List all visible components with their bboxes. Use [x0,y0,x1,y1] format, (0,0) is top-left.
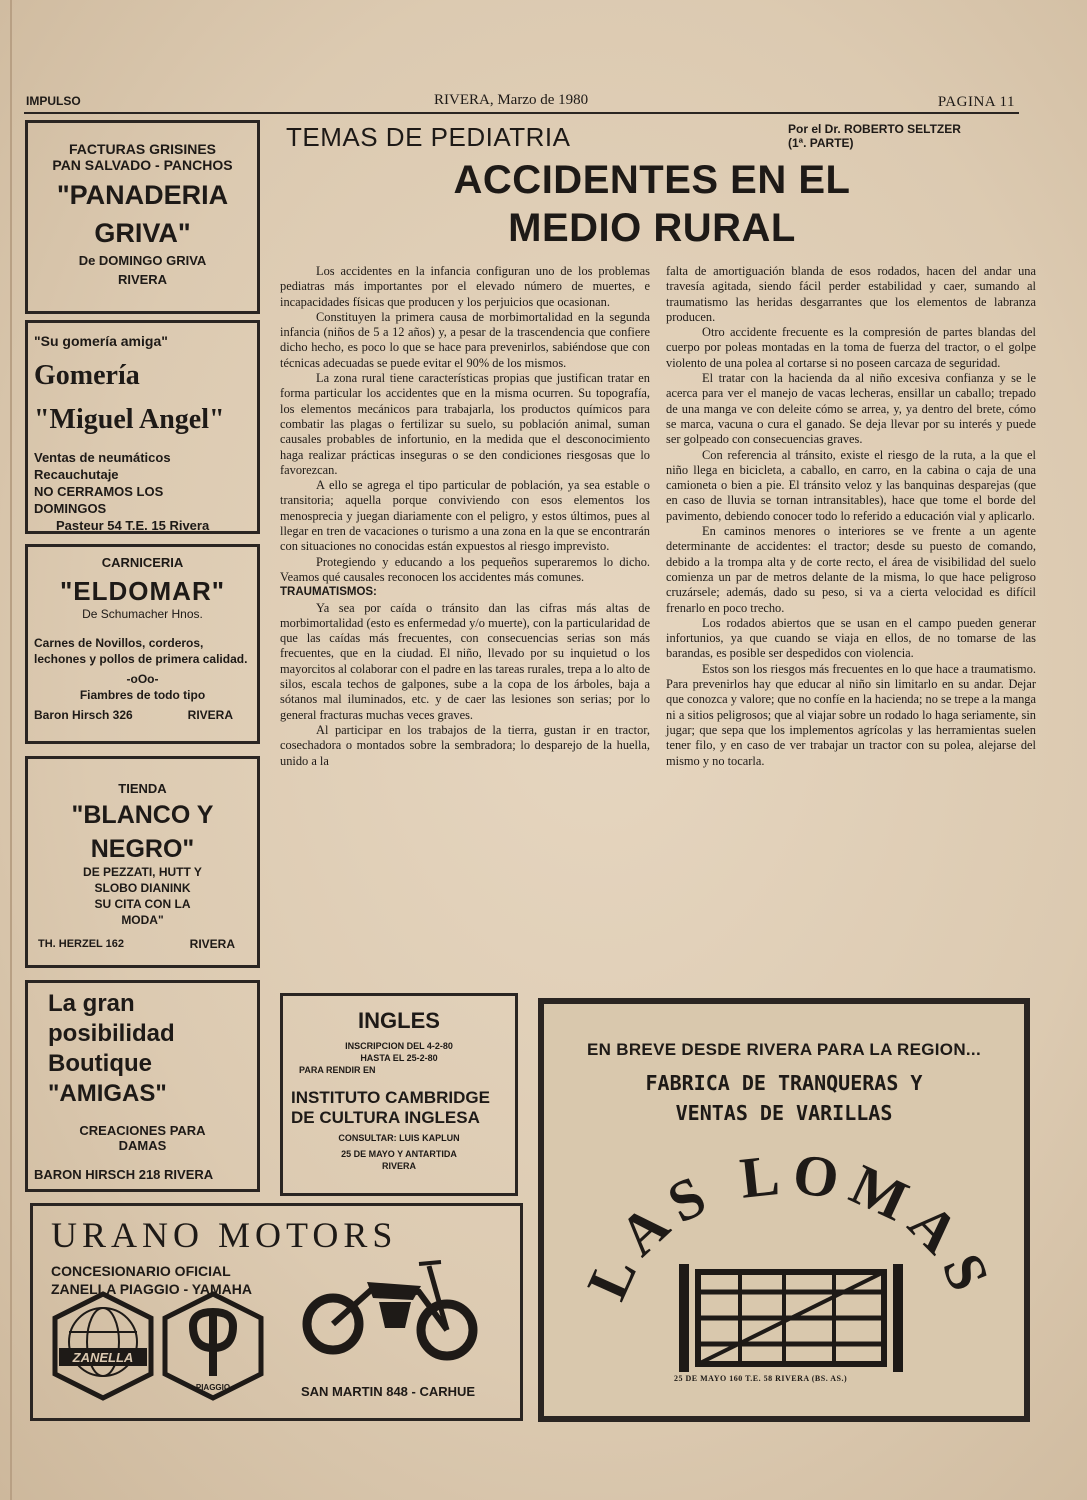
ad-title: "Miguel Angel" [34,404,225,435]
paragraph: Al participar en los trabajos de la tierra, gustan ir en tractor, cosechadora o montados sobre la sembradora; lo desparejo de la huella, unido a la [280,722,650,768]
ad-urano-motors [30,1203,523,1421]
ad-line: RIVERA [381,1161,416,1171]
ad-address: TH. HERZEL 162 [38,938,124,950]
ad-line: FACTURAS GRISINES [68,141,216,157]
ad-title: FABRICA DE TRANQUERAS Y [645,1071,923,1095]
paper-name: IMPULSO [26,94,81,108]
paragraph: Estos son los riesgos más frecuentes en lo que hace a traumatismo. Para prevenirlos hay que educar al niño sin limitarlo en su andar. Dejar que conozca y valore; que no confíe en la hacienda; no se trepe a la manga ni a sitios peligrosos; que al viajar sobre un rodado lo haga seriamente, sin jugar; que sepa que los implementos agrícolas y las herramientas suelen tener filo, y en caso de ver trabajar un tractor con su polea, alejarse del mismo y no tocarla. [666,661,1036,768]
zanella-logo-icon [55,1294,151,1398]
ad-slogan: "Su gomería amiga" [34,333,168,349]
ad-city: RIVERA [117,272,168,287]
ad-line: EN BREVE DESDE RIVERA PARA LA REGION... [587,1040,981,1059]
article-column [280,264,650,769]
ad-las-lomas [538,998,1030,1422]
ad-type: TIENDA [118,781,167,796]
ad-title: Boutique [48,1050,152,1077]
page-number: PAGINA 11 [937,94,1015,110]
ad-ingles [280,993,518,1196]
article-headline [272,156,1032,252]
ad-carniceria [25,544,260,744]
ad-line [544,1068,1024,1128]
ad-line: DE PEZZATI, HUTT Y [83,865,202,879]
ad-city: RIVERA [189,937,235,951]
piaggio-label: PIAGGIO [195,1383,231,1392]
ad-line: SLOBO DIANINK [94,881,191,895]
ad-line: Recauchutaje [34,467,119,482]
ad-address: SAN MARTIN 848 - CARHUE [301,1384,476,1399]
article-byline [788,122,961,150]
ad-title: VENTAS DE VARILLAS [675,1101,893,1125]
paragraph: El tratar con la hacienda da al niño excesiva confianza y se le acerca para ver el manejo de vacas lecheras, ensillar un caballo; trepado de una manga ve con deleite cómo se arrea, y, ya dentro del brete, cómo se marca, vacuna o cura el ganado. Se deja llevar por su interés y puede ser golpeado con consecuencias graves. [666,371,1036,447]
headline-line: ACCIDENTES EN EL [453,158,851,202]
ad-line: CONCESIONARIO OFICIAL [51,1263,231,1279]
article-body [280,264,1036,986]
ad-line: PARA RENDIR EN [299,1065,376,1075]
ad-address: Baron Hirsch 326 [34,708,133,722]
paragraph: A ello se agrega el tipo particular de población, ya sea estable o transitoria; aquella porque conviviendo con esos elementos los menosprecia y juegan diariamente con el peligro, y estos últimos, pues al llegar en tren de vacaciones o turismo a una zona en la que se encontrarán con situaciones no conocidas están expuestos al riesgo imprevisto. [280,478,650,554]
ad-institute: DE CULTURA INGLESA [291,1108,480,1127]
byline-author: Por el Dr. ROBERTO SELTZER [788,122,961,136]
ad-city: RIVERA [187,708,233,722]
paragraph: En caminos menores o interiores se ve frente a un agente determinante de accidentes: el tractor; desde su puesto de comando, debido a la trompa alta y de corte recto, el área de visibilidad del suelo comienza un par de metros delante de la misma, lo que hace peligroso cruzársele; además, dado su peso, si va a cierta velocidad es difícil frenarlo en poco trecho. [666,524,1036,615]
ad-boutique [25,980,260,1192]
ad-title: NEGRO" [90,835,195,863]
ad-line: PAN SALVADO - PANCHOS [52,157,233,173]
ad-line: CREACIONES PARA [79,1123,206,1138]
ad-title: La gran [48,990,135,1017]
ad-address: BARON HIRSCH 218 RIVERA [34,1167,214,1182]
article-kicker: TEMAS DE PEDIATRIA [286,122,571,152]
ad-gomeria [25,320,260,534]
ad-institute: INSTITUTO CAMBRIDGE [291,1088,490,1107]
piaggio-logo-icon [165,1294,261,1398]
ad-type: CARNICERIA [101,555,184,570]
motorcycle-icon [301,1252,491,1372]
ad-line: 25 DE MAYO Y ANTARTIDA [341,1149,457,1159]
ad-title: "ELDOMAR" [59,576,226,606]
ad-line: SU CITA CON LA [94,897,191,911]
dateline: RIVERA, Marzo de 1980 [434,92,589,108]
paragraph: Protegiendo y educando a los pequeños superaremos lo dicho. Veamos qué causales reconocen los accidentes más comunes. [280,554,650,584]
ad-title: Gomería [34,360,140,391]
ad-title: INGLES [358,1008,440,1033]
ad-panaderia [25,120,260,314]
headline-line: MEDIO RURAL [508,206,796,250]
paragraph: Los rodados abiertos que se usan en el campo pueden generar infortunios, ya que cuando se viaja en ellos, de no tomarse de las barandas, es posible ser despedidos con violencia. [666,615,1036,661]
paragraph: Con referencia al tránsito, existe el riesgo de la ruta, a la que el niño llega en bicicleta, a caballo, en carro, en la cabina o caja de una camioneta o bien a pie. El tránsito veloz y las banquinas desparejas (que en caso de lluvia se tornan intransitables), hace que tome el borde del pavimento, debiendo conocer todo lo referido a educación vial y aplicarlo. [666,447,1036,523]
ad-title: "PANADERIA [56,180,229,210]
paragraph: Ya sea por caída o tránsito dan las cifras más altas de morbimortalidad (esto es enfermedad y/o muerte), con la particularidad de que las caídas más frecuentes, con consecuencias serias son más frecuentes, que en la ciudad. El niño, llevado por su inquietud o los mayorcitos al colaborar con el padre en las tareas rurales, trepa a lo alto de silos, escala techos de galpones, sube a la copa de los árboles, baja a sótanos mal iluminados, etc. y de caer las lesiones son serias; por lo general fracturas muchas veces graves. [280,600,650,722]
logo-brand: LAS LOMAS [573,1140,1007,1309]
ad-title: GRIVA" [94,218,191,248]
ad-separator: -oOo- [126,672,159,686]
ad-title: "AMIGAS" [48,1080,167,1107]
byline-part: (1ª. PARTE) [788,136,854,150]
paragraph: Los accidentes en la infancia configuran uno de los problemas pediatras más importantes por el elevado número de muertes, e incapacidades físicas que producen y los perjuicios que ocasionan. [280,264,650,309]
paragraph: Constituyen la primera causa de morbimortalidad en la segunda infancia (niños de 5 a 12 años) y, a pesar de la trascendencia que confiere dicho hecho, es poco lo que se hace para prevenirlos, sabiéndose que con técnicas adecuadas se puede evitar el 90% de los mismos. [280,309,650,370]
ad-owner: De Schumacher Hnos. [82,607,203,621]
zanella-label: ZANELLA [72,1350,134,1365]
svg-text:LAS LOMAS [574,1141,1006,1309]
ad-address: 25 DE MAYO 160 T.E. 58 RIVERA (BS. AS.) [674,1374,848,1383]
ad-title: posibilidad [48,1020,175,1047]
gate-icon [684,1264,898,1372]
masthead [24,92,1019,114]
ad-line: DOMINGOS [34,501,107,516]
page-fold [10,0,12,1500]
ad-line: INSCRIPCION DEL 4-2-80 [345,1041,453,1051]
ad-owner: De DOMINGO GRIVA [78,253,207,268]
paragraph: falta de amortiguación blanda de esos rodados, hacen del andar una travesía agitada, siendo fácil perder estabilidad y caer, sumando al traumatismo las heridas desgarrantes que los elementos de labranza producen. [666,264,1036,324]
ad-line: NO CERRAMOS LOS [34,484,164,499]
ad-line: CONSULTAR: LUIS KAPLUN [338,1133,460,1143]
ad-line: HASTA EL 25-2-80 [360,1053,438,1063]
ad-line: DAMAS [118,1138,167,1153]
paragraph: Otro accidente frecuente es la compresión de partes blandas del cuerpo por poleas montadas en la toma de fuerza del tractor, o el golpe violento de una polea al cortarse si no poseen carcaza de seguridad. [666,325,1036,370]
ad-line: Ventas de neumáticos [34,450,171,465]
ad-title: "BLANCO Y [71,801,214,829]
ad-line: MODA" [121,913,164,927]
ad-line: ZANELLA PIAGGIO - YAMAHA [51,1281,252,1297]
paragraph: La zona rural tiene características propias que justifican tratar en forma particular los accidentes que en la misma ocurren. Su topografía, los elementos mecánicos para trabajarla, los productos químicos para combatir las plagas o fertilizar su suelo, su población animal, suman causales probables de infortunio, en la medida que el desconocimiento haga realizar prácticas inseguras o se den condiciones riesgosas que lo favorezcan. [280,371,650,477]
ad-title: URANO MOTORS [51,1215,398,1255]
brand-logos [47,1286,277,1416]
ad-line: Fiambres de todo tipo [79,688,206,702]
ad-tienda [25,756,260,968]
las-lomas-logo [544,1124,1024,1384]
article-subhead: TRAUMATISMOS: [280,586,377,599]
ad-address: Pasteur 54 T.E. 15 Rivera [56,518,210,533]
ad-description: Carnes de Novillos, corderos, lechones y pollos de primera calidad. [34,636,248,666]
article [272,116,1036,986]
article-column [666,264,1036,769]
